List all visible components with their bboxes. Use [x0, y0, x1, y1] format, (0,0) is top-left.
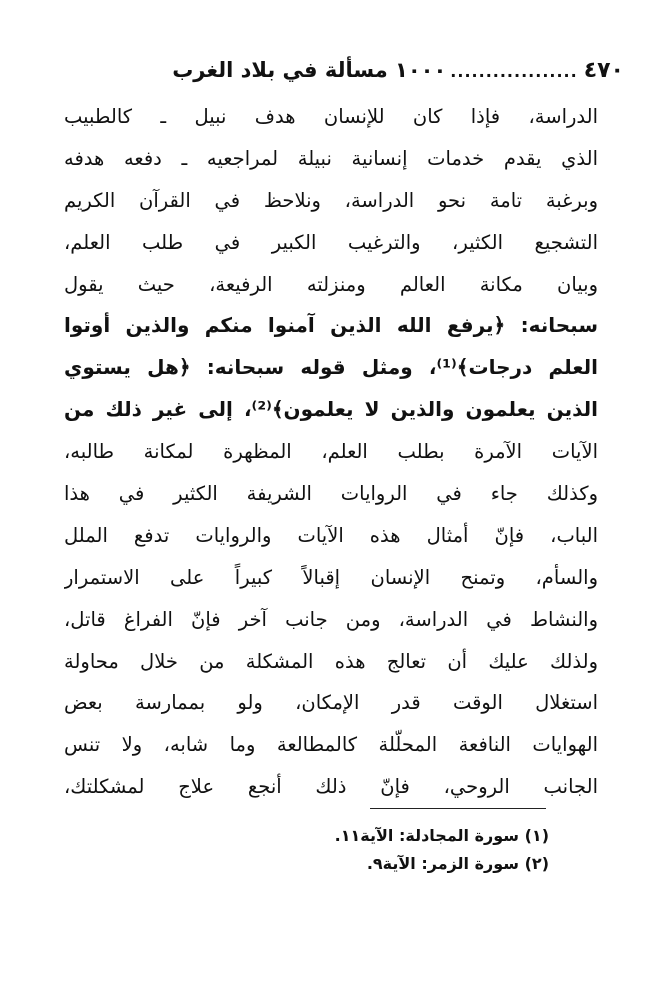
footnote: (٢) سورة الزمر: الآية٩.: [366, 854, 549, 873]
text-line: والنشاط في الدراسة، ومن جانب آخر فإنّ الفراغ قاتل،: [64, 607, 598, 631]
text-line: وبرغبة تامة نحو الدراسة، ونلاحظ في القرآن الكريم: [64, 188, 598, 212]
text-line: الباب، فإنّ أمثال هذه الآيات والروايات تدفع الملل: [64, 523, 598, 547]
page-header: [64, 58, 624, 92]
text-line: الجانب الروحي، فإنّ ذلك أنجع علاج لمشكلتك،: [64, 775, 598, 799]
quran-verse-line: الذين يعلمون والذين لا يعلمون﴾⁽²⁾، إلى غير ذلك من: [64, 397, 598, 422]
text-line: الآيات الآمرة بطلب العلم، المظهرة لمكانة طالبه،: [64, 440, 598, 464]
footnote-divider: [370, 808, 546, 809]
footnotes: [64, 822, 549, 878]
text-line: وبيان مكانة العالم ومنزلته الرفيعة، حيث يقول: [64, 272, 598, 296]
text-line: ولذلك عليك أن تعالج هذه المشكلة من خلال محاولة: [64, 649, 598, 673]
text-line: الهوايات النافعة المحلّلة كالمطالعة وما شابه، ولا تنس: [64, 733, 598, 757]
footnote: (١) سورة المجادلة: الآية١١.: [334, 826, 549, 845]
text-line: الدراسة، فإذا كان للإنسان هدف نبيل ـ كالطبيب: [64, 105, 598, 128]
header-leader-dots: ..................: [450, 62, 578, 81]
quran-verse-line: سبحانه: ﴿يرفع الله الذين آمنوا منكم والذين أوتوا: [64, 313, 598, 338]
text-line: وكذلك جاء في الروايات الشريفة الكثير في هذا: [64, 482, 598, 506]
running-book-title: ١٠٠٠ مسألة في بلاد الغرب: [172, 58, 447, 82]
text-line: والسأم، وتمنح الإنسان إقبالاً كبيراً على الاستمرار: [64, 565, 598, 589]
body-text: [64, 96, 598, 808]
quran-verse-line: العلم درجات﴾⁽¹⁾، ومثل قوله سبحانه: ﴿هل يستوي: [64, 355, 598, 380]
text-line: التشجيع الكثير، والترغيب الكبير في طلب العلم،: [64, 230, 598, 254]
text-line: استغلال الوقت قدر الإمكان، ولو بممارسة بعض: [64, 691, 598, 715]
page-number: ٤٧٠: [583, 58, 624, 83]
text-line: الذي يقدم خدمات إنسانية نبيلة لمراجعيه ـ دفعه هدفه: [64, 146, 598, 170]
